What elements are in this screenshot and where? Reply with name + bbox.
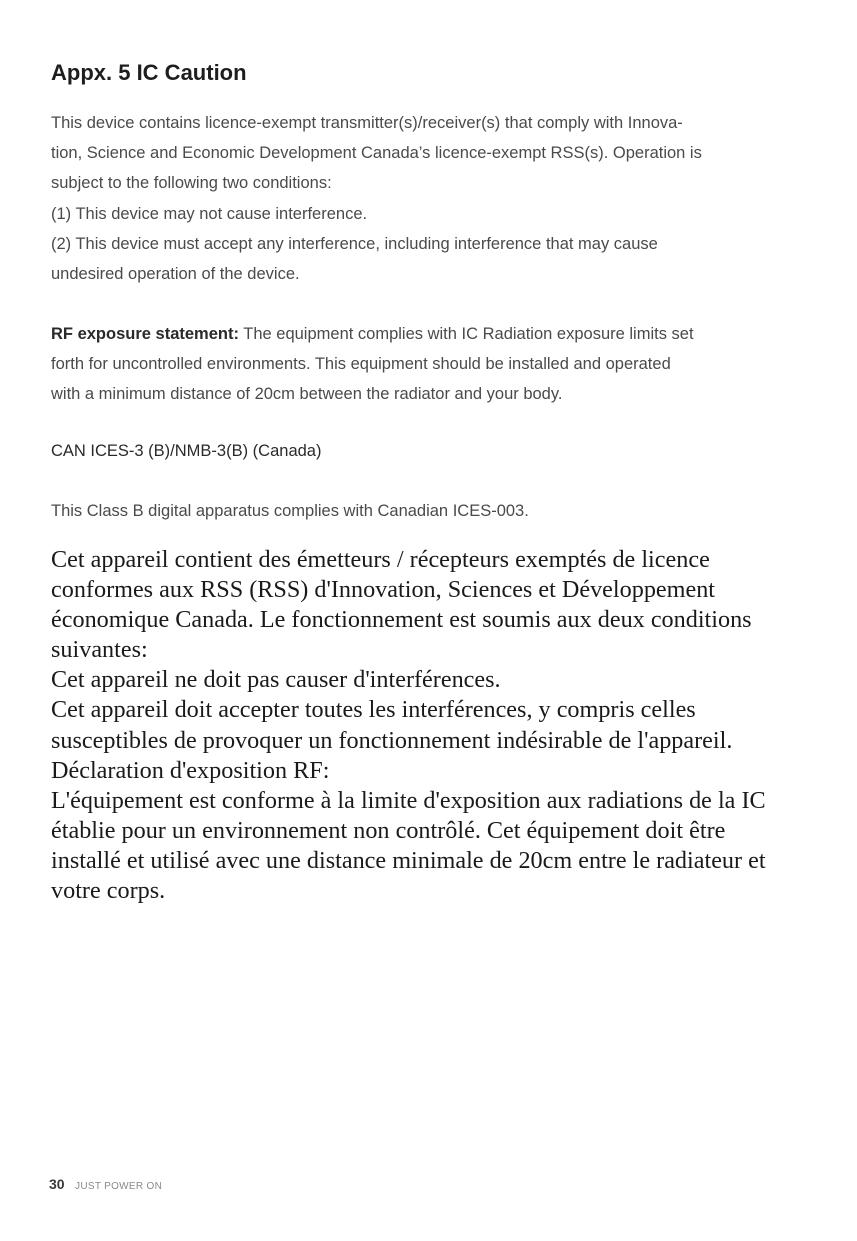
rf-first-line — [51, 319, 811, 349]
class-b-statement: This Class B digital apparatus complies with Canadian ICES-003. — [51, 502, 529, 520]
paragraph-line: with a minimum distance of 20cm between the radiator and your body. — [51, 385, 563, 404]
french-notice — [51, 545, 841, 906]
french-line: susceptibles de provoquer un fonctionnement indésirable de l'appareil. — [51, 726, 733, 754]
paragraph-line: (1) This device may not cause interference. — [51, 204, 368, 223]
footer-brand-text: JUST POWER ON — [75, 1181, 163, 1192]
paragraph-line: subject to the following two conditions: — [51, 174, 332, 193]
page-title: Appx. 5 IC Caution — [51, 60, 247, 85]
french-line: installé et utilisé avec une distance minimale de 20cm entre le radiateur et — [51, 846, 766, 874]
page-number: 30 — [49, 1176, 65, 1192]
french-line: économique Canada. Le fonctionnement est soumis aux deux conditions — [51, 606, 752, 634]
french-line: Cet appareil ne doit pas causer d'interférences. — [51, 666, 501, 694]
paragraph-line: This device contains licence-exempt transmitter(s)/receiver(s) that comply with Innova- — [51, 114, 683, 132]
french-line: L'équipement est conforme à la limite d'exposition aux radiations de la IC — [51, 786, 766, 814]
paragraph-line: (2) This device must accept any interference, including interference that may cause — [51, 234, 658, 253]
rf-first-line-text: The equipment complies with IC Radiation exposure limits set — [238, 325, 694, 343]
french-line: votre corps. — [51, 877, 166, 905]
paragraph-line: tion, Science and Economic Development Canada’s licence-exempt RSS(s). Operation is — [51, 144, 702, 163]
paragraph-line: undesired operation of the device. — [51, 265, 300, 284]
french-line: conformes aux RSS (RSS) d'Innovation, Sciences et Développement — [51, 576, 716, 604]
paragraph-line: forth for uncontrolled environments. This equipment should be installed and operated — [51, 355, 671, 374]
french-line: Déclaration d'exposition RF: — [51, 756, 330, 784]
french-line: suivantes: — [51, 636, 148, 664]
page-footer — [49, 1176, 162, 1194]
rf-exposure-label: RF exposure statement: — [51, 325, 239, 343]
french-line: Cet appareil doit accepter toutes les interférences, y compris celles — [51, 696, 696, 724]
ic-caution-paragraph — [51, 108, 811, 289]
rf-exposure-statement — [51, 319, 811, 410]
french-line: Cet appareil contient des émetteurs / récepteurs exemptés de licence — [51, 546, 710, 573]
french-line: établie pour un environnement non contrôlé. Cet équipement doit être — [51, 816, 726, 844]
can-ices-heading: CAN ICES-3 (B)/NMB-3(B) (Canada) — [51, 442, 322, 460]
